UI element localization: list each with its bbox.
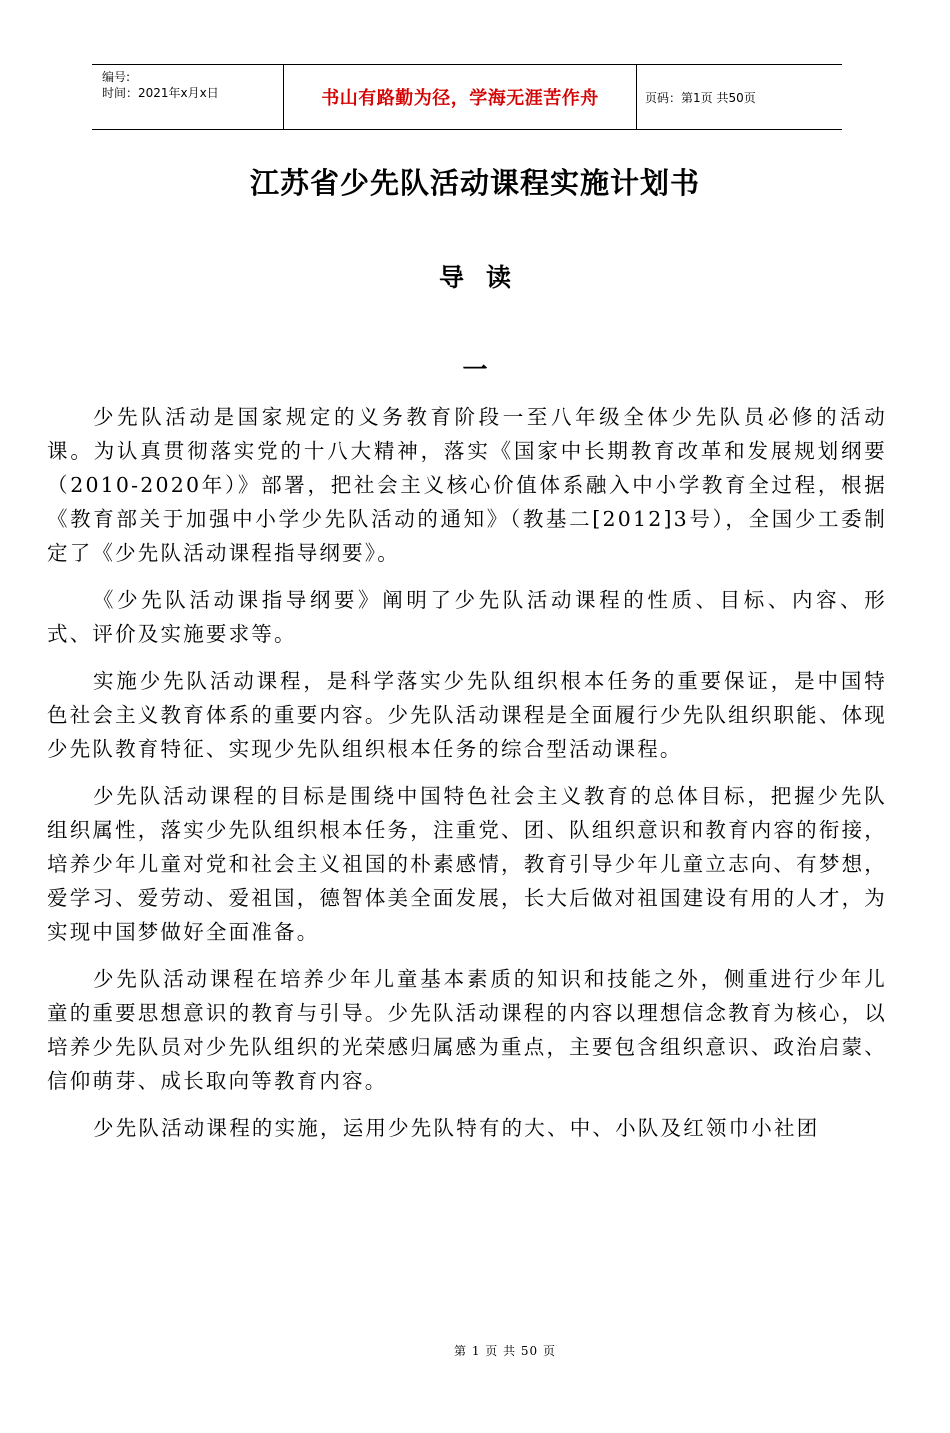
body-text bbox=[47, 400, 887, 1158]
header-motto: 书山有路勤为径，学海无涯苦作舟 bbox=[284, 65, 637, 129]
header-bar bbox=[92, 64, 842, 130]
document-title: 江苏省少先队活动课程实施计划书 bbox=[249, 166, 700, 200]
section-heading: 导读 bbox=[438, 263, 533, 292]
paragraph: 实施少先队活动课程，是科学落实少先队组织根本任务的重要保证，是中国特色社会主义教育体系的重要内容。少先队活动课程是全面履行少先队组织职能、体现少先队教育特征、实现少先队组织根本任务的综合型活动课程。 bbox=[47, 669, 887, 761]
number-label: 编号: bbox=[102, 70, 131, 84]
paragraph: 少先队活动课程的目标是围绕中国特色社会主义教育的总体目标，把握少先队组织属性，落实少先队组织根本任务，注重党、团、队组织意识和教育内容的衔接，培养少年儿童对党和社会主义祖国的朴素感情，教育引导少年儿童立志向、有梦想，爱学习、爱劳动、爱祖国，德智体美全面发展，长大后做对祖国建设有用的人才，为实现中国梦做好全面准备。 bbox=[47, 784, 887, 944]
paragraph: 《少先队活动课指导纲要》阐明了少先队活动课程的性质、目标、内容、形式、评价及实施要求等。 bbox=[47, 588, 887, 646]
header-page-info: 页码：第1页 共50页 bbox=[645, 90, 756, 105]
page-footer: 第 1 页 共 50 页 bbox=[454, 1344, 556, 1358]
section-number: 一 bbox=[462, 355, 488, 384]
paragraph: 少先队活动课程的实施，运用少先队特有的大、中、小队及红领巾小社团 bbox=[93, 1116, 820, 1140]
paragraph: 少先队活动是国家规定的义务教育阶段一至八年级全体少先队员必修的活动课。为认真贯彻落实党的十八大精神，落实《国家中长期教育改革和发展规划纲要（2010-2020年）》部署，把社会主义核心价值体系融入中小学教育全过程，根据《教育部关于加强中小学少先队活动的通知》（教基二[2012]3号），全国少工委制定了《少先队活动课程指导纲要》。 bbox=[47, 405, 887, 565]
paragraph: 少先队活动课程在培养少年儿童基本素质的知识和技能之外，侧重进行少年儿童的重要思想意识的教育与引导。少先队活动课程的内容以理想信念教育为核心，以培养少先队员对少先队组织的光荣感归属感为重点，主要包含组织意识、政治启蒙、信仰萌芽、成长取向等教育内容。 bbox=[47, 967, 887, 1093]
header-meta bbox=[92, 65, 284, 129]
time-label: 时间：2021年x月x日 bbox=[102, 86, 219, 100]
